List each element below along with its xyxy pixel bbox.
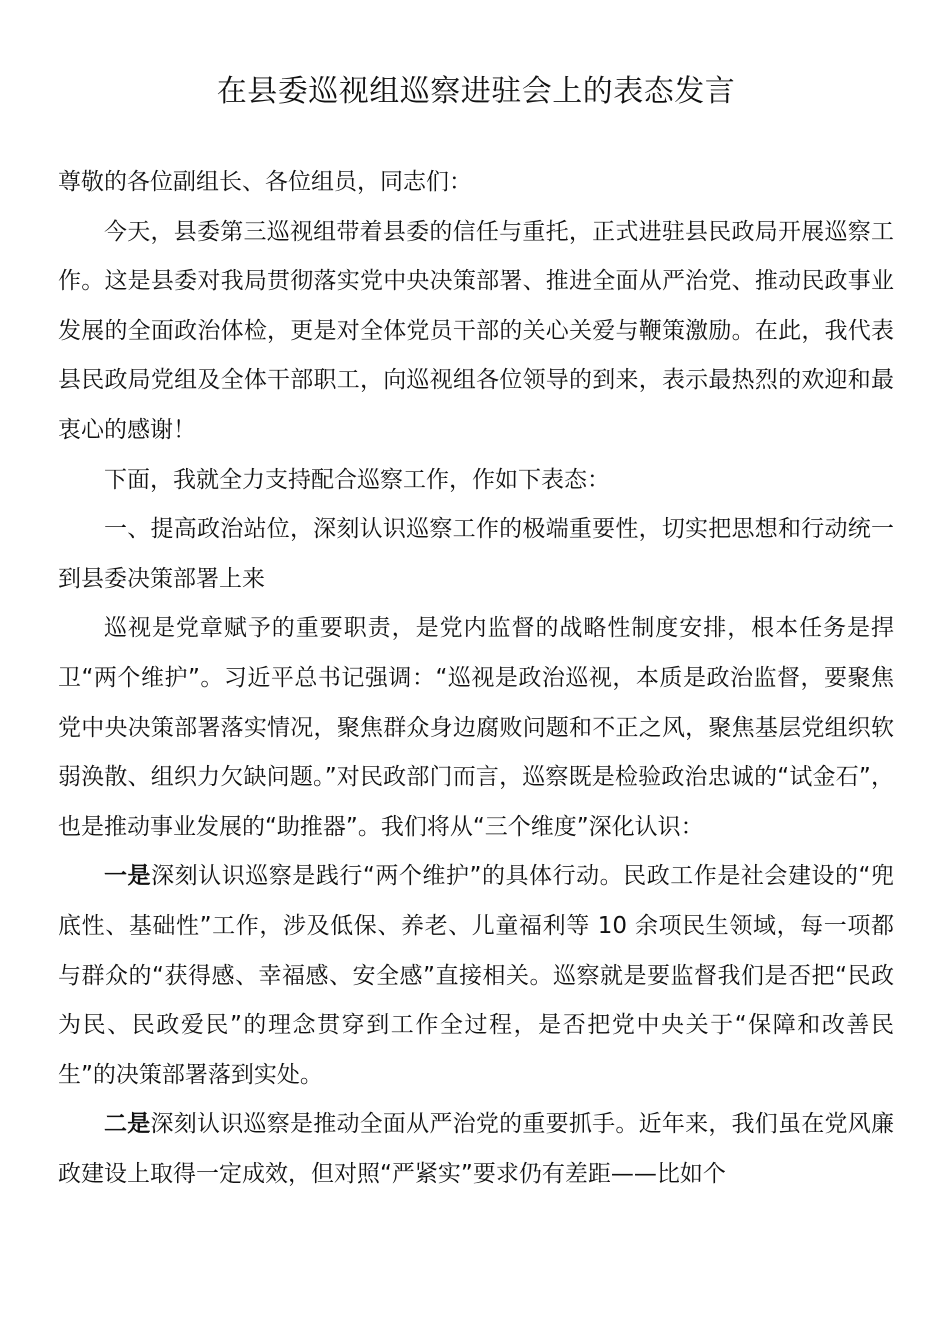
section-heading-1: 一、提高政治站位，深刻认识巡察工作的极端重要性，切实把思想和行动统一到县委决策部署上来 [58,516,894,592]
point-one-lead: 一是 [104,863,152,890]
point-one-text: 深刻认识巡察是践行“两个维护”的具体行动。民政工作是社会建设的“兜底性、基础性”工作，涉及低保、养老、儿童福利等 10 余项民生领域，每一项都与群众的“获得感、幸福感、安全感”直接相关。巡察就是要监督我们是否把“民政为民、民政爱民”的理念贯穿到工作全过程，是否把党中央关于“保障和改善民生”的决策部署落到实处。 [58,863,895,1088]
paragraph-inspection-importance: 巡视是党章赋予的重要职责，是党内监督的战略性制度安排，根本任务是捍卫“两个维护”。习近平总书记强调：“巡视是政治巡视，本质是政治监督，要聚焦党中央决策部署落实情况，聚焦群众身边腐败问题和不正之风，聚焦基层党组织软弱涣散、组织力欠缺问题。”对民政部门而言，巡察既是检验政治忠诚的“试金石”，也是推动事业发展的“助推器”。我们将从“三个维度”深化认识： [58,615,894,840]
document-body [58,158,894,1199]
document-page [58,0,894,1199]
paragraph-transition: 下面，我就全力支持配合巡察工作，作如下表态： [104,466,610,493]
paragraph-opening: 今天，县委第三巡视组带着县委的信任与重托，正式进驻县民政局开展巡察工作。这是县委对我局贯彻落实党中央决策部署、推进全面从严治党、推动民政事业发展的全面政治体检，更是对全体党员干部的关心关爱与鞭策激励。在此，我代表县民政局党组及全体干部职工，向巡视组各位领导的到来，表示最热烈的欢迎和最衷心的感谢！ [58,218,894,443]
document-title: 在县委巡视组巡察进驻会上的表态发言 [216,74,736,109]
paragraph-point-two [58,1100,894,1199]
point-two-lead: 二是 [104,1111,151,1138]
point-two-text: 深刻认识巡察是推动全面从严治党的重要抓手。近年来，我们虽在党风廉政建设上取得一定成效，但对照“严紧实”要求仍有差距——比如个 [58,1111,895,1187]
paragraph-point-one [58,852,894,1100]
salutation: 尊敬的各位副组长、各位组员，同志们： [58,169,472,195]
